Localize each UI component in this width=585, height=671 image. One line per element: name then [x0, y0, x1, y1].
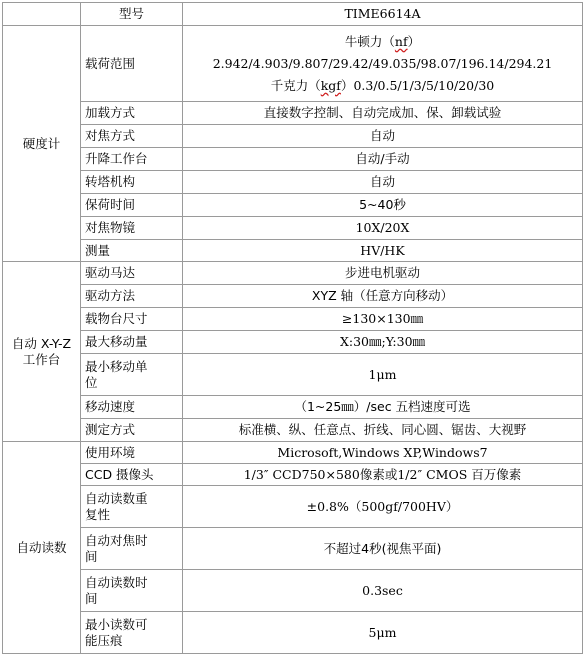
row-label: 移动速度	[81, 396, 183, 419]
row-label: 驱动马达	[81, 262, 183, 285]
row-label-line: 能压痕	[85, 632, 123, 648]
table-row	[3, 285, 583, 308]
table-row	[3, 148, 583, 171]
row-value: 不超过4秒(视焦平面)	[183, 528, 583, 570]
row-value: 步进电机驱动	[183, 262, 583, 285]
row-label-line: 间	[85, 548, 98, 564]
load-newton-values: 2.942/4.903/9.807/29.42/49.035/98.07/196.14/294.21	[212, 55, 553, 71]
row-label: 加载方式	[81, 102, 183, 125]
row-value: （1~25㎜）/sec 五档速度可选	[183, 396, 583, 419]
table-row	[3, 262, 583, 285]
table-row	[3, 308, 583, 331]
row-label-line: 自动读数时	[85, 574, 148, 590]
nf-unit: nf	[394, 33, 408, 49]
group-xyz-stage	[3, 262, 81, 442]
row-label: 升降工作台	[81, 148, 183, 171]
row-label	[81, 354, 183, 396]
row-label-line: 最小移动单	[85, 358, 148, 374]
row-value: X:30㎜;Y:30㎜	[183, 331, 583, 354]
row-label: 载物台尺寸	[81, 308, 183, 331]
row-value: 直接数字控制、自动完成加、保、卸载试验	[183, 102, 583, 125]
row-value: 0.3sec	[183, 570, 583, 612]
row-value: HV/HK	[183, 240, 583, 262]
load-kgf-values: 千克力（kgf）0.3/0.5/1/3/5/10/20/30	[270, 77, 495, 93]
row-value: 1/3″ CCD750×580像素或1/2″ CMOS 百万像素	[183, 464, 583, 486]
row-label-line: 自动对焦时	[85, 532, 148, 548]
row-value: 5μm	[183, 612, 583, 654]
table-row	[3, 217, 583, 240]
row-value: XYZ 轴（任意方向移动）	[183, 285, 583, 308]
group-name-line: 工作台	[22, 351, 61, 367]
row-label: 对焦方式	[81, 125, 183, 148]
header-label: 型号	[81, 3, 183, 26]
row-value: ≥130×130㎜	[183, 308, 583, 331]
row-value: 5~40秒	[183, 194, 583, 217]
row-label-line: 位	[85, 374, 98, 390]
row-label-line: 最小读数可	[85, 616, 148, 632]
model-value: TIME6614A	[183, 3, 583, 26]
row-label: 驱动方法	[81, 285, 183, 308]
row-label-line: 复性	[85, 506, 111, 522]
spec-table	[2, 2, 583, 654]
table-row	[3, 125, 583, 148]
group-name-line: 自动 X-Y-Z	[11, 335, 72, 351]
table-row	[3, 442, 583, 464]
row-label: 保荷时间	[81, 194, 183, 217]
table-row	[3, 570, 583, 612]
group-hardness-tester: 硬度计	[3, 26, 81, 262]
header-row	[3, 3, 583, 26]
row-value: 自动	[183, 171, 583, 194]
table-row	[3, 354, 583, 396]
spec-sheet	[2, 2, 582, 654]
table-row	[3, 528, 583, 570]
row-label: 测定方式	[81, 419, 183, 442]
row-label	[81, 612, 183, 654]
row-label: 载荷范围	[81, 26, 183, 102]
load-range-value	[183, 26, 583, 102]
row-label: CCD 摄像头	[81, 464, 183, 486]
row-label-line: 间	[85, 590, 98, 606]
table-row	[3, 240, 583, 262]
row-value: 标准横、纵、任意点、折线、同心圆、锯齿、大视野	[183, 419, 583, 442]
table-row	[3, 171, 583, 194]
table-row	[3, 26, 583, 102]
table-row	[3, 612, 583, 654]
table-row	[3, 464, 583, 486]
table-row	[3, 419, 583, 442]
load-newton-title: 牛顿力（nf）	[344, 33, 421, 49]
row-value: 10X/20X	[183, 217, 583, 240]
table-row	[3, 102, 583, 125]
group-auto-reading: 自动读数	[3, 442, 81, 654]
row-value: 1μm	[183, 354, 583, 396]
row-label: 最大移动量	[81, 331, 183, 354]
row-label	[81, 570, 183, 612]
row-label: 测量	[81, 240, 183, 262]
row-label-line: 自动读数重	[85, 490, 148, 506]
row-label	[81, 528, 183, 570]
row-label: 使用环境	[81, 442, 183, 464]
row-value: 自动	[183, 125, 583, 148]
table-row	[3, 486, 583, 528]
row-value: 自动/手动	[183, 148, 583, 171]
row-value: Microsoft,Windows XP,Windows7	[183, 442, 583, 464]
table-row	[3, 194, 583, 217]
table-row	[3, 396, 583, 419]
table-row	[3, 331, 583, 354]
row-label: 对焦物镜	[81, 217, 183, 240]
row-label	[81, 486, 183, 528]
header-spacer	[3, 3, 81, 26]
row-value: ±0.8%（500gf/700HV）	[183, 486, 583, 528]
row-label: 转塔机构	[81, 171, 183, 194]
kgf-unit: kgf	[320, 77, 341, 93]
